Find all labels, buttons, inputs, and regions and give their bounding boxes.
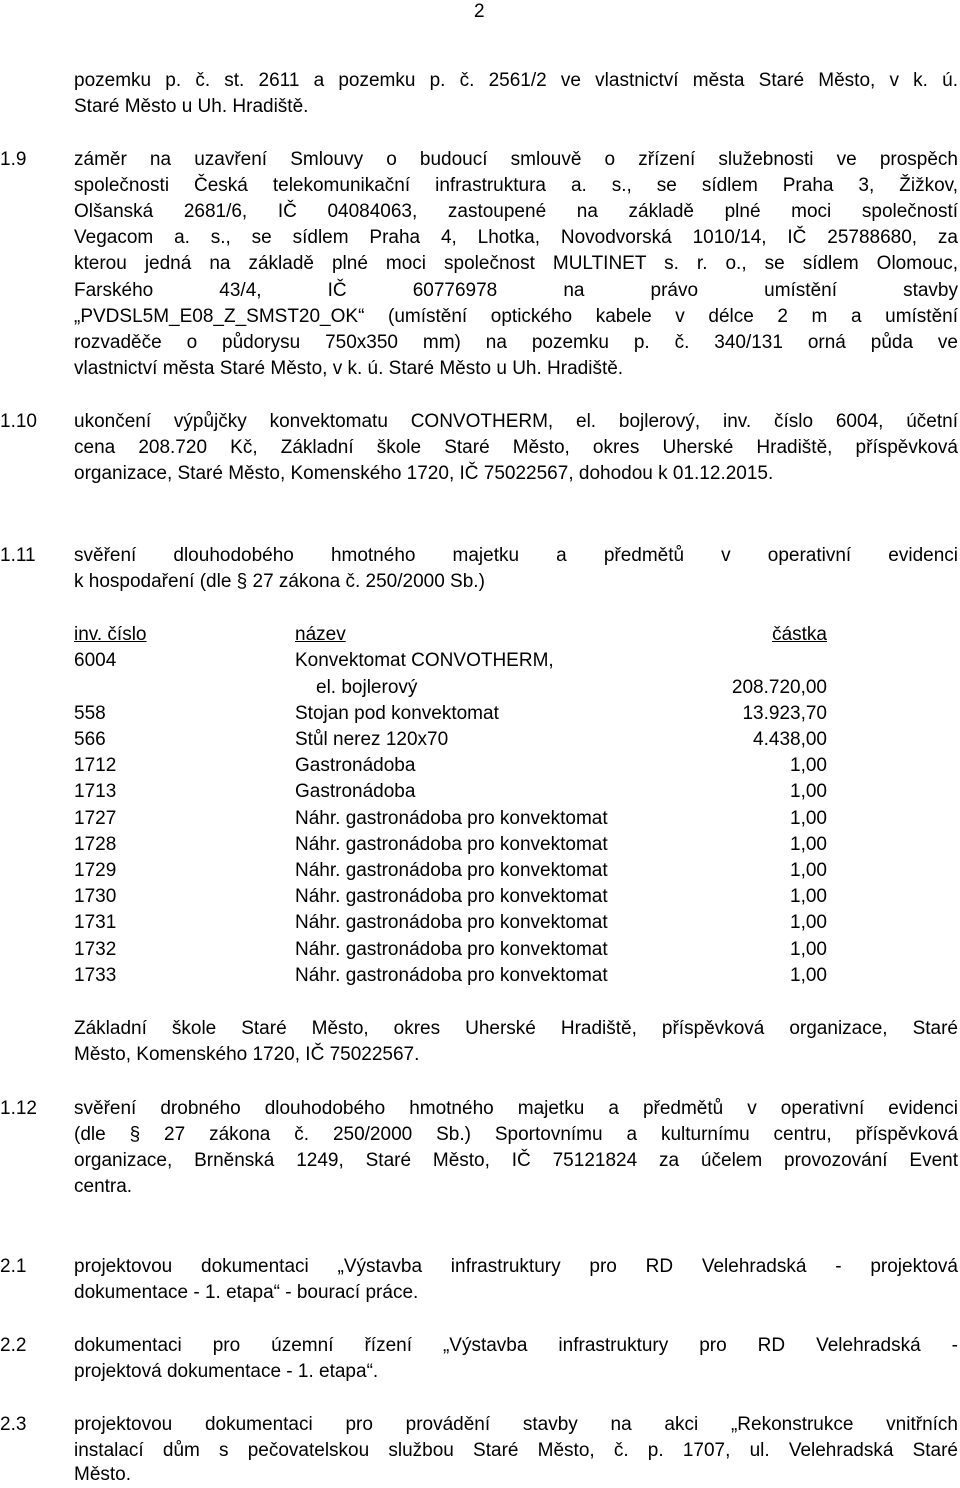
table-cell-inv: 1733 xyxy=(74,965,117,986)
item-1-9-line-8: rozvaděče o půdorysu 750x350 mm) na pozemku p. č. 340/131 orná půda ve xyxy=(74,332,958,353)
item-1-11-line-1: svěření dlouhodobého hmotného majetku a předmětů v operativní evidenci xyxy=(74,545,958,566)
table-cell-name: Náhr. gastronádoba pro konvektomat xyxy=(295,860,608,881)
item-1-9-line-1: záměr na uzavření Smlouvy o budoucí smlouvě o zřízení služebnosti ve prospěch xyxy=(74,149,958,170)
page-number: 2 xyxy=(474,1,485,22)
item-1-12-line-2: (dle § 27 zákona č. 250/2000 Sb.) Sportovnímu a kulturnímu centru, příspěvková xyxy=(74,1124,958,1145)
item-1-9-line-7: „PVDSL5M_E08_Z_SMST20_OK“ (umístění optického kabele v délce 2 m a umístění xyxy=(74,306,958,327)
table-cell-inv: 1728 xyxy=(74,834,117,855)
table-cell-amount: 13.923,70 xyxy=(742,703,827,724)
intro-line-2: Staré Město u Uh. Hradiště. xyxy=(74,96,309,117)
item-1-9-line-3: Olšanská 2681/6, IČ 04084063, zastoupené na základě plné moci společností xyxy=(74,201,958,222)
item-number-1-12: 1.12 xyxy=(0,1098,37,1119)
item-1-9-line-6: Farského 43/4, IČ 60776978 na právo umístění stavby xyxy=(74,280,958,301)
table-cell-amount: 1,00 xyxy=(790,755,827,776)
table-cell-amount: 1,00 xyxy=(790,939,827,960)
table-cell-name: Náhr. gastronádoba pro konvektomat xyxy=(295,886,608,907)
item-number-1-11: 1.11 xyxy=(0,545,36,566)
item-1-11-line-2: k hospodaření (dle § 27 zákona č. 250/2000 Sb.) xyxy=(74,571,485,592)
table-cell-amount: 1,00 xyxy=(790,834,827,855)
table-cell-amount: 1,00 xyxy=(790,886,827,907)
item-1-9-line-2: společnosti Česká telekomunikační infrastruktura a. s., se sídlem Praha 3, Žižkov, xyxy=(74,175,958,196)
table-cell-name: Konvektomat CONVOTHERM, xyxy=(295,650,554,671)
table-cell-inv: 1727 xyxy=(74,808,117,829)
table-cell-amount: 1,00 xyxy=(790,912,827,933)
table-cell-amount: 4.438,00 xyxy=(753,729,827,750)
table-cell-name: Náhr. gastronádoba pro konvektomat xyxy=(295,965,608,986)
table-cell-name: Náhr. gastronádoba pro konvektomat xyxy=(295,912,608,933)
table-cell-name: Stůl nerez 120x70 xyxy=(295,729,449,750)
table-header-name: název xyxy=(295,624,346,645)
item-2-3-line-2: instalací dům s pečovatelskou službou Staré Město, č. p. 1707, ul. Velehradská Staré xyxy=(74,1440,958,1461)
recipient-line-1: Základní škole Staré Město, okres Uherské Hradiště, příspěvková organizace, Staré xyxy=(74,1018,958,1039)
table-cell-inv: 1732 xyxy=(74,939,117,960)
item-1-10-line-3: organizace, Staré Město, Komenského 1720, IČ 75022567, dohodou k 01.12.2015. xyxy=(74,463,774,484)
item-number-2-3: 2.3 xyxy=(0,1414,27,1435)
table-cell-name: el. bojlerový xyxy=(316,677,418,698)
table-cell-amount: 208.720,00 xyxy=(731,677,827,698)
intro-line-1: pozemku p. č. st. 2611 a pozemku p. č. 2561/2 ve vlastnictví města Staré Město, v k. ú. xyxy=(74,70,958,91)
table-cell-name: Gastronádoba xyxy=(295,781,416,802)
table-cell-amount: 1,00 xyxy=(790,860,827,881)
item-number-2-2: 2.2 xyxy=(0,1335,27,1356)
table-cell-amount: 1,00 xyxy=(790,781,827,802)
item-2-1-line-1: projektovou dokumentaci „Výstavba infrastruktury pro RD Velehradská - projektová xyxy=(74,1256,958,1277)
table-cell-name: Náhr. gastronádoba pro konvektomat xyxy=(295,834,608,855)
table-cell-name: Stojan pod konvektomat xyxy=(295,703,499,724)
item-1-12-line-4: centra. xyxy=(74,1176,133,1197)
table-cell-name: Gastronádoba xyxy=(295,755,416,776)
recipient-line-2: Město, Komenského 1720, IČ 75022567. xyxy=(74,1044,420,1065)
table-cell-inv: 1713 xyxy=(74,781,117,802)
table-cell-inv: 6004 xyxy=(74,650,117,671)
table-cell-inv: 566 xyxy=(74,729,106,750)
item-2-2-line-1: dokumentaci pro územní řízení „Výstavba infrastruktury pro RD Velehradská - xyxy=(74,1335,958,1356)
table-cell-inv: 558 xyxy=(74,703,106,724)
item-number-1-9: 1.9 xyxy=(0,149,27,170)
table-header-amount: částka xyxy=(772,624,827,645)
table-cell-inv: 1729 xyxy=(74,860,117,881)
table-cell-name: Náhr. gastronádoba pro konvektomat xyxy=(295,808,608,829)
item-2-3-line-3: Město. xyxy=(74,1464,132,1485)
table-cell-inv: 1730 xyxy=(74,886,117,907)
item-1-12-line-3: organizace, Brněnská 1249, Staré Město, IČ 75121824 za účelem provozování Event xyxy=(74,1150,958,1171)
item-2-1-line-2: dokumentace - 1. etapa“ - bourací práce. xyxy=(74,1282,419,1303)
item-number-1-10: 1.10 xyxy=(0,411,37,432)
item-1-10-line-2: cena 208.720 Kč, Základní škole Staré Město, okres Uherské Hradiště, příspěvková xyxy=(74,437,958,458)
item-2-3-line-1: projektovou dokumentaci pro provádění stavby na akci „Rekonstrukce vnitřních xyxy=(74,1414,958,1435)
table-cell-inv: 1712 xyxy=(74,755,117,776)
table-cell-amount: 1,00 xyxy=(790,808,827,829)
item-1-10-line-1: ukončení výpůjčky konvektomatu CONVOTHERM, el. bojlerový, inv. číslo 6004, účetní xyxy=(74,411,958,432)
item-2-2-line-2: projektová dokumentace - 1. etapa“. xyxy=(74,1361,379,1382)
item-number-2-1: 2.1 xyxy=(0,1256,27,1277)
table-cell-inv: 1731 xyxy=(74,912,117,933)
table-header-inv: inv. číslo xyxy=(74,624,147,645)
item-1-9-line-5: kterou jedná na základě plné moci společnost MULTINET s. r. o., se sídlem Olomouc, xyxy=(74,253,958,274)
item-1-12-line-1: svěření drobného dlouhodobého hmotného majetku a předmětů v operativní evidenci xyxy=(74,1098,958,1119)
table-cell-name: Náhr. gastronádoba pro konvektomat xyxy=(295,939,608,960)
item-1-9-line-9: vlastnictví města Staré Město, v k. ú. Staré Město u Uh. Hradiště. xyxy=(74,358,624,379)
table-cell-amount: 1,00 xyxy=(790,965,827,986)
item-1-9-line-4: Vegacom a. s., se sídlem Praha 4, Lhotka, Novodvorská 1010/14, IČ 25788680, za xyxy=(74,227,958,248)
